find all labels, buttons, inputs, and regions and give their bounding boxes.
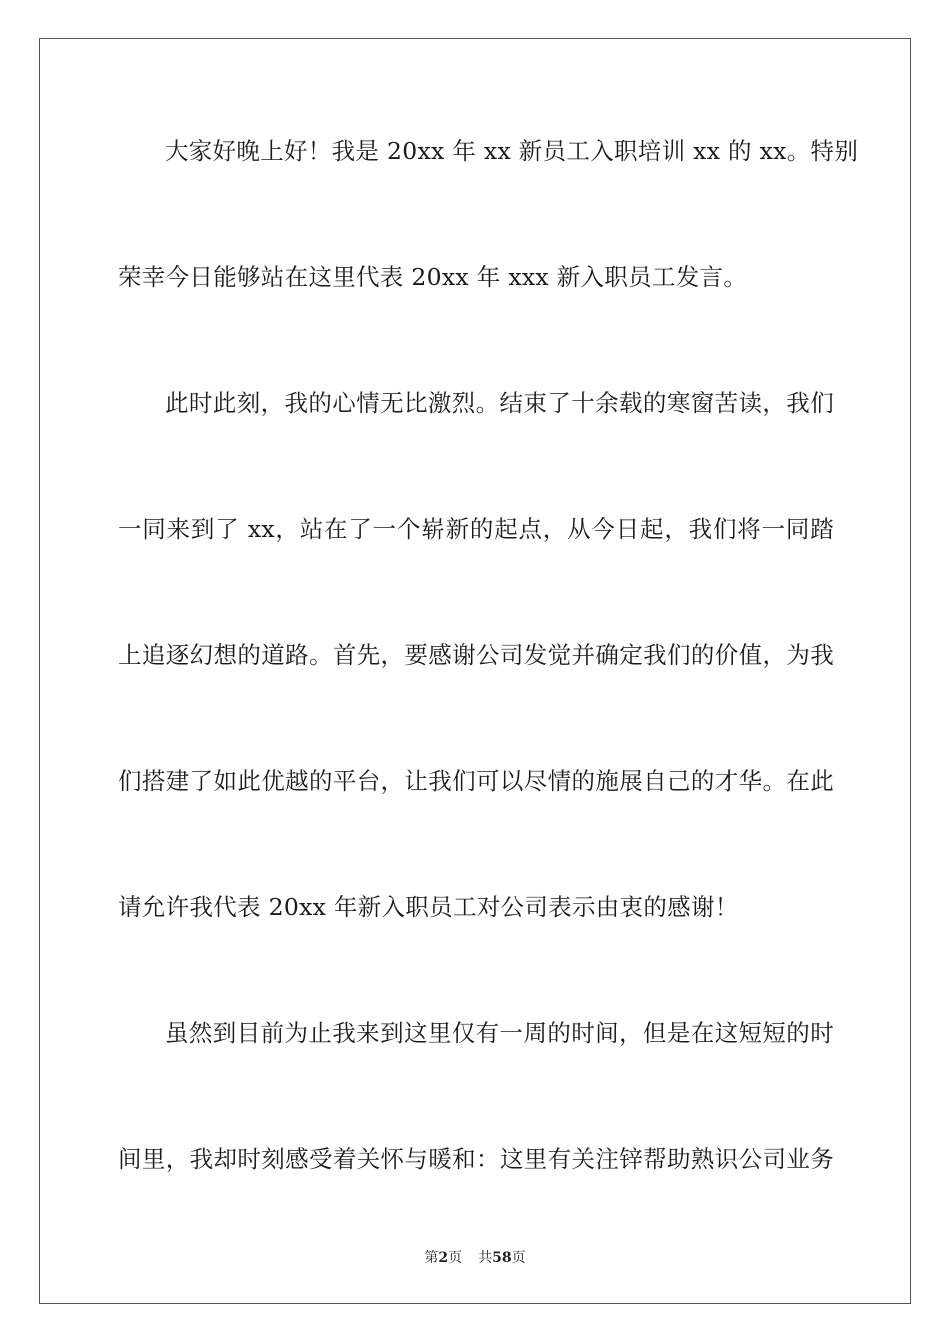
text-line-5: 上追逐幻想的道路。首先，要感谢公司发觉并确定我们的价值，为我 xyxy=(118,641,834,669)
text-line-7: 请允许我代表 20xx 年新入职员工对公司表示由衷的感谢！ xyxy=(118,893,739,921)
page-prefix: 第 xyxy=(424,1250,439,1266)
page-footer xyxy=(0,1247,950,1267)
total-suffix: 页 xyxy=(511,1250,526,1266)
page-suffix: 页 xyxy=(448,1250,463,1266)
total-pages: 58 xyxy=(492,1250,512,1266)
text-line-2: 荣幸今日能够站在这里代表 20xx 年 xxx 新入职员工发言。 xyxy=(118,263,748,291)
text-line-1: 大家好晚上好！我是 20xx 年 xx 新员工入职培训 xx 的 xx。特别 xyxy=(165,137,859,165)
page-number: 2 xyxy=(438,1250,449,1266)
text-line-3: 此时此刻，我的心情无比激烈。结束了十余载的寒窗苦读，我们 xyxy=(165,389,834,417)
text-line-8: 虽然到目前为止我来到这里仅有一周的时间，但是在这短短的时 xyxy=(165,1019,834,1047)
text-line-4: 一同来到了 xx，站在了一个崭新的起点，从今日起，我们将一同踏 xyxy=(118,515,834,543)
text-line-9: 间里，我却时刻感受着关怀与暖和：这里有关注锌帮助熟识公司业务 xyxy=(118,1145,834,1173)
page-border xyxy=(39,38,911,1304)
total-prefix: 共 xyxy=(478,1250,493,1266)
text-line-6: 们搭建了如此优越的平台，让我们可以尽情的施展自己的才华。在此 xyxy=(118,767,834,795)
